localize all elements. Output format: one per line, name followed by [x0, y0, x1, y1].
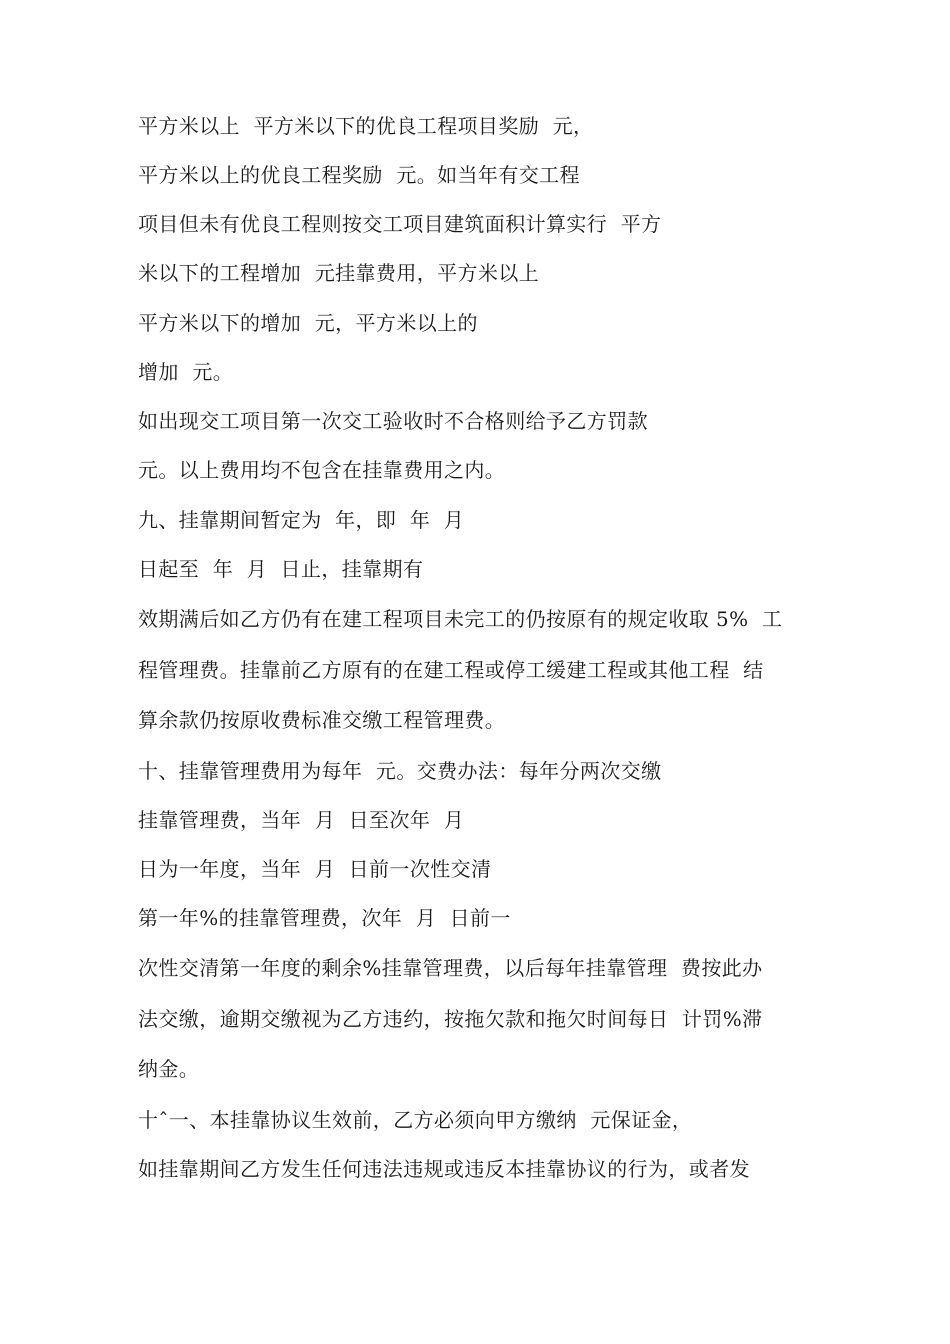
section-9-heading: 九、挂靠期间暂定为 年，即 年 月 [138, 508, 465, 532]
text-line: 如出现交工项目第一次交工验收时不合格则给予乙方罚款 [138, 409, 648, 433]
text-line: 算余款仍按原收费标准交缴工程管理费。 [138, 708, 506, 732]
section-11-heading: 十ˆ一、本挂靠协议生效前，乙方必须向甲方缴纳 元保证金， [138, 1108, 693, 1132]
text-line: 平方米以下的增加 元，平方米以上的 [138, 311, 478, 335]
text-line: 增加 元。 [138, 360, 234, 384]
text-line: 元。以上费用均不包含在挂靠费用之内。 [138, 458, 506, 482]
text-line: 日起至 年 月 日止，挂靠期有 [138, 557, 424, 581]
text-line: 米以下的工程增加 元挂靠费用，平方米以上 [138, 261, 540, 285]
section-10-heading: 十、挂靠管理费用为每年 元。交费办法：每年分两次交缴 [138, 759, 662, 783]
text-line: 纳金。 [138, 1057, 200, 1081]
text-line: 如挂靠期间乙方发生任何违法违规或违反本挂靠协议的行为，或者发 [138, 1157, 750, 1181]
text-line: 平方米以上 平方米以下的优良工程项目奖励 元， [138, 114, 594, 138]
text-line: 第一年%的挂靠管理费，次年 月 日前一 [138, 906, 511, 930]
text-line: 程管理费。挂靠前乙方原有的在建工程或停工缓建工程或其他工程 结 [138, 658, 764, 682]
text-line: 效期满后如乙方仍有在建工程项目未完工的仍按原有的规定收取 5% 工 [138, 607, 783, 631]
text-line: 项目但未有优良工程则按交工项目建筑面积计算实行 平方 [138, 212, 662, 236]
text-line: 平方米以上的优良工程奖励 元。如当年有交工程 [138, 163, 580, 187]
text-line: 日为一年度，当年 月 日前一次性交清 [138, 857, 492, 881]
text-line: 次性交清第一年度的剩余%挂靠管理费，以后每年挂靠管理 费按此办 [138, 956, 763, 980]
text-line: 法交缴，逾期交缴视为乙方违约，按拖欠款和拖欠时间每日 计罚%滞 [138, 1007, 763, 1031]
text-line: 挂靠管理费，当年 月 日至次年 月 [138, 808, 465, 832]
